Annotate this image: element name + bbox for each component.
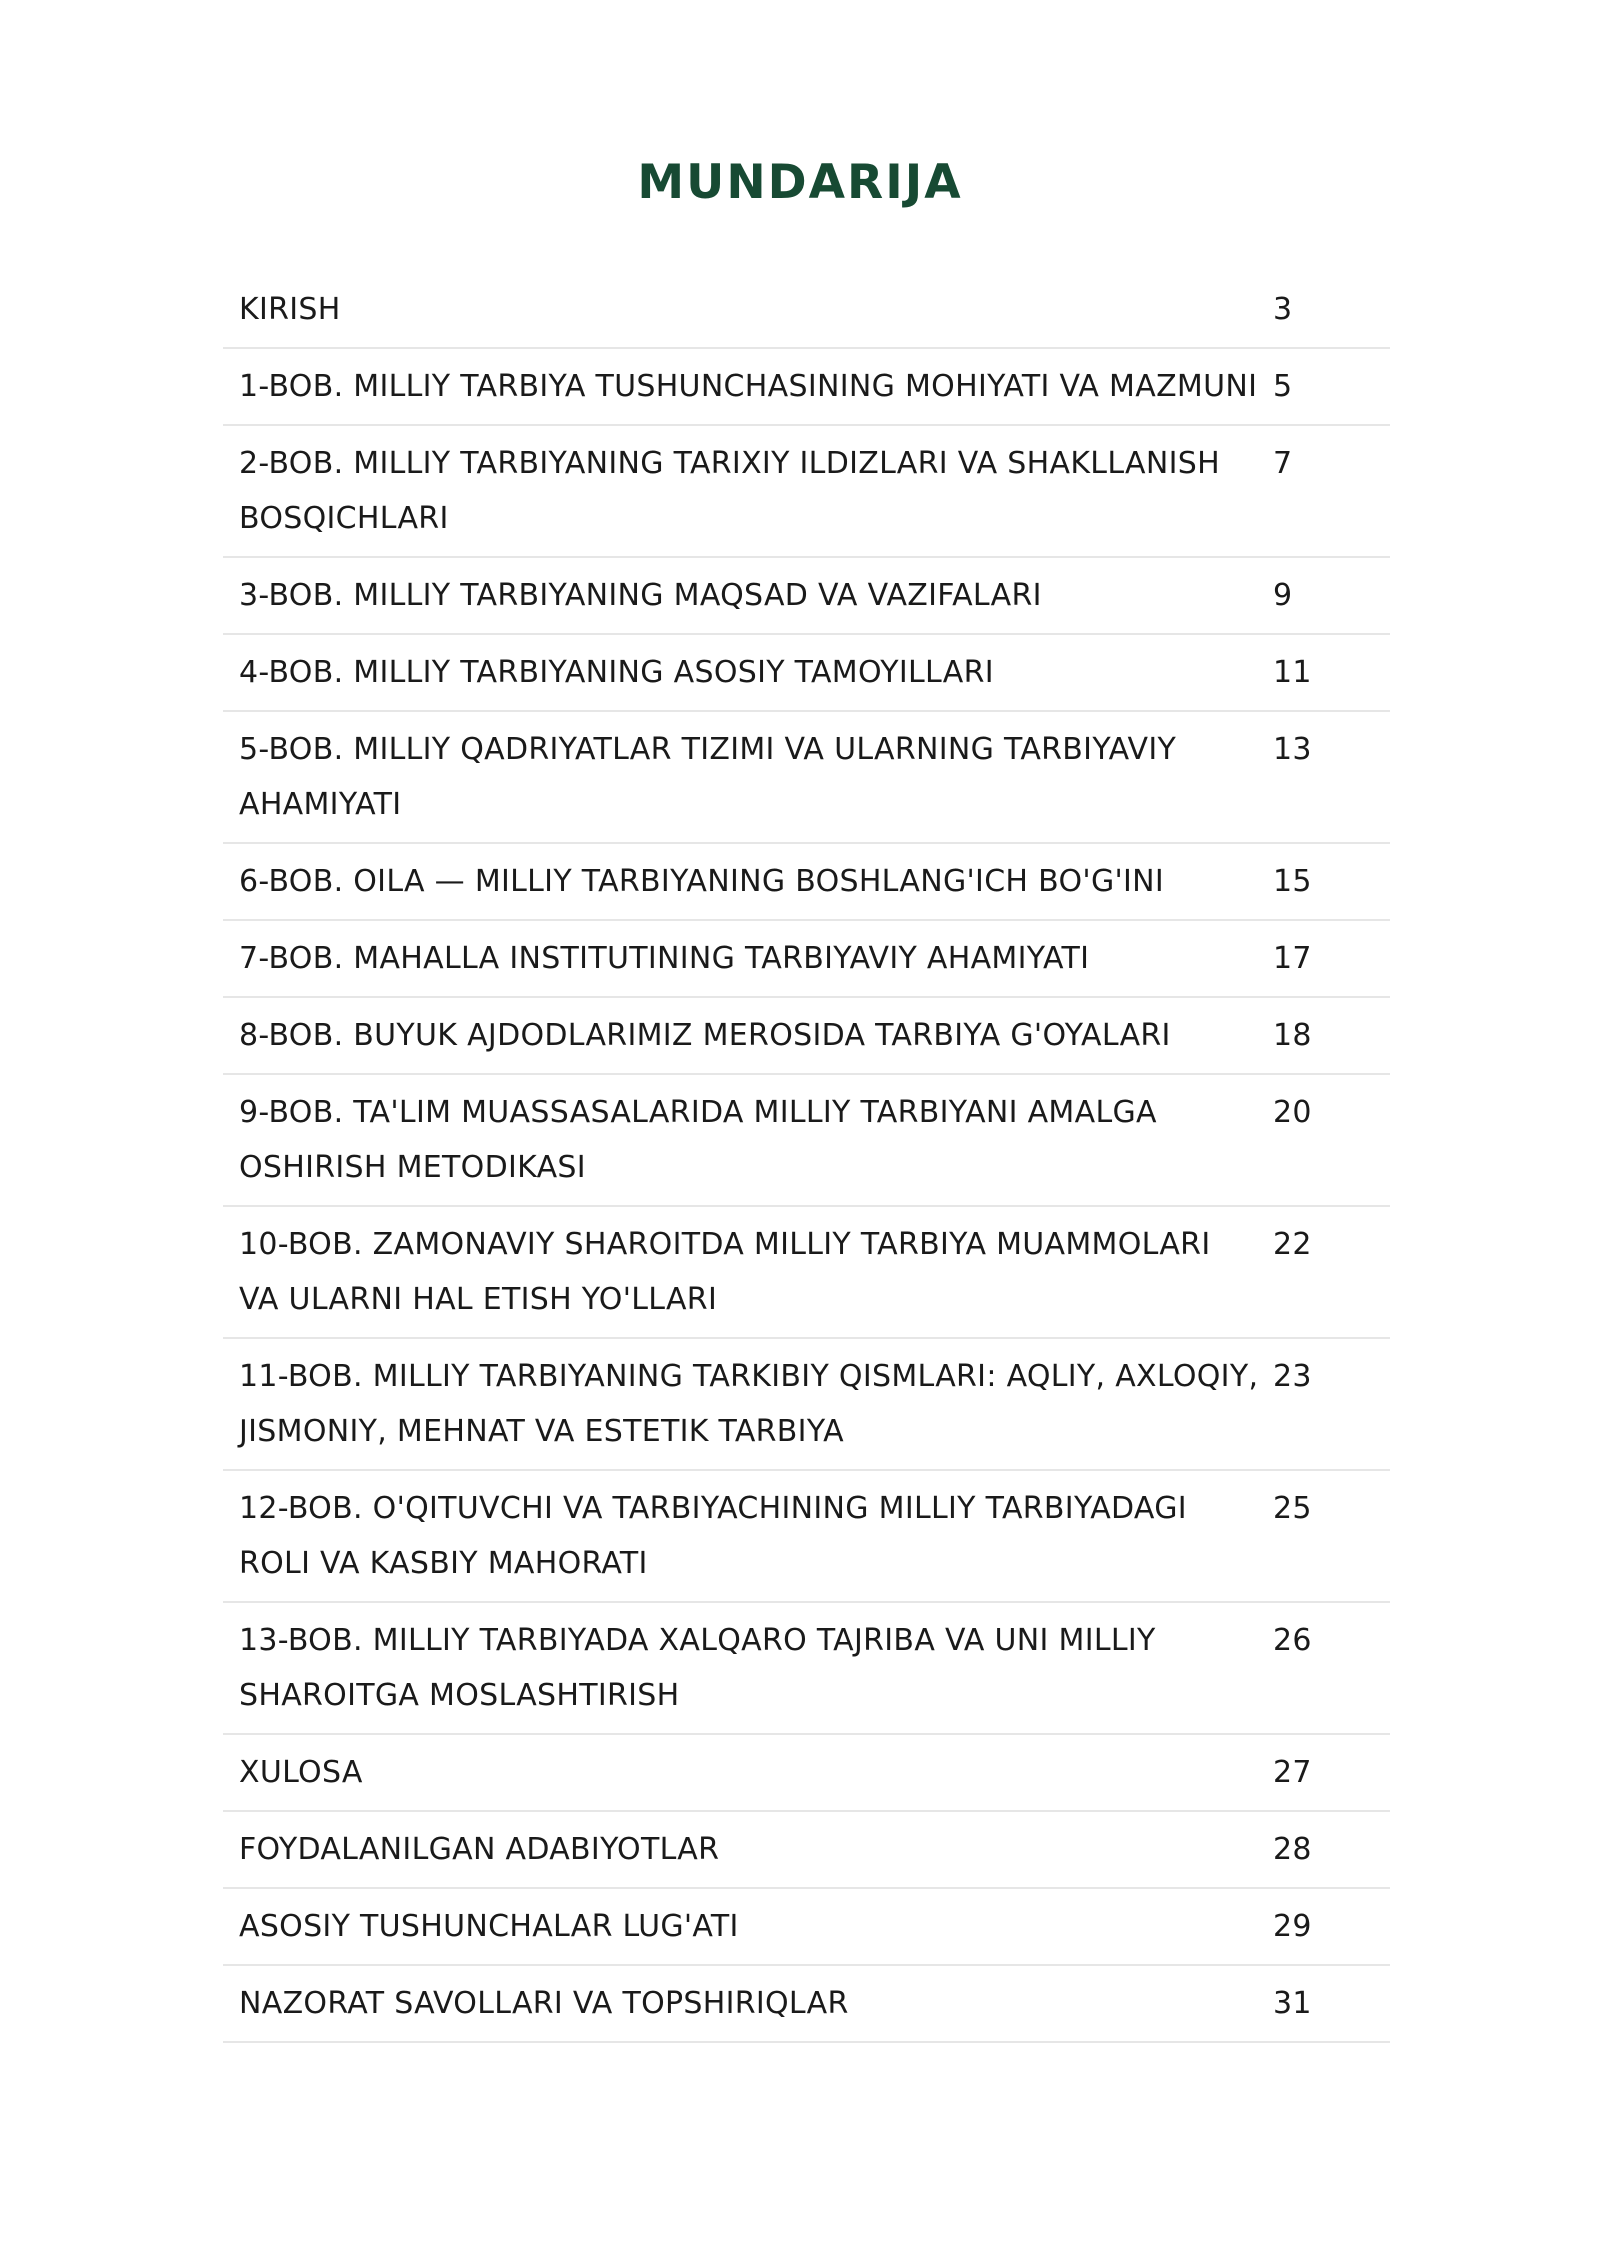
toc-page-number: 20 (1273, 1095, 1312, 1130)
toc-row[interactable] (223, 1471, 1390, 1603)
toc-page-number: 31 (1273, 1986, 1312, 2021)
toc-row[interactable] (223, 712, 1390, 844)
toc-entry-label: NAZORAT SAVOLLARI VA TOPSHIRIQLAR (239, 1986, 849, 2021)
toc-row[interactable] (223, 558, 1390, 635)
toc-page-number: 18 (1273, 1018, 1312, 1053)
toc-page-number: 23 (1273, 1359, 1312, 1394)
toc-page-number: 26 (1273, 1623, 1312, 1658)
toc-row[interactable] (223, 426, 1390, 558)
table-of-contents (223, 272, 1390, 2043)
toc-entry-label: 5-BOB. MILLIY QADRIYATLAR TIZIMI VA ULARNING TARBIYAVIY AHAMIYATI (239, 732, 1177, 822)
toc-page-number: 3 (1273, 292, 1293, 327)
toc-entry-label: 13-BOB. MILLIY TARBIYADA XALQARO TAJRIBA VA UNI MILLIY SHAROITGA MOSLASHTIRISH (239, 1623, 1156, 1713)
toc-entry-label: 10-BOB. ZAMONAVIY SHAROITDA MILLIY TARBIYA MUAMMOLARI VA ULARNI HAL ETISH YO'LLARI (239, 1227, 1211, 1317)
toc-entry-label: 4-BOB. MILLIY TARBIYANING ASOSIY TAMOYILLARI (239, 655, 994, 690)
toc-row[interactable] (223, 998, 1390, 1075)
toc-entry-label: 1-BOB. MILLIY TARBIYA TUSHUNCHASINING MOHIYATI VA MAZMUNI (239, 369, 1258, 404)
toc-page-number: 29 (1273, 1909, 1312, 1944)
toc-entry-label: 6-BOB. OILA — MILLIY TARBIYANING BOSHLANG'ICH BO'G'INI (239, 864, 1165, 899)
toc-entry-label: ASOSIY TUSHUNCHALAR LUG'ATI (239, 1909, 739, 1944)
toc-row[interactable] (223, 1603, 1390, 1735)
toc-row[interactable] (223, 1207, 1390, 1339)
toc-page-number: 9 (1273, 578, 1293, 613)
toc-page-number: 11 (1273, 655, 1312, 690)
toc-entry-label: 8-BOB. BUYUK AJDODLARIMIZ MEROSIDA TARBIYA G'OYALARI (239, 1018, 1171, 1053)
toc-page-number: 25 (1273, 1491, 1312, 1526)
toc-entry-label: 11-BOB. MILLIY TARBIYANING TARKIBIY QISMLARI: AQLIY, AXLOQIY, JISMONIY, MEHNAT VA ESTETIK TARBIYA (239, 1359, 1259, 1449)
toc-entry-label: 3-BOB. MILLIY TARBIYANING MAQSAD VA VAZIFALARI (239, 578, 1042, 613)
toc-row[interactable] (223, 349, 1390, 426)
toc-row[interactable] (223, 921, 1390, 998)
toc-page-number: 7 (1273, 446, 1293, 481)
toc-page-number: 5 (1273, 369, 1293, 404)
toc-row[interactable] (223, 844, 1390, 921)
toc-page-number: 27 (1273, 1755, 1312, 1790)
toc-entry-label: 2-BOB. MILLIY TARBIYANING TARIXIY ILDIZLARI VA SHAKLLANISH BOSQICHLARI (239, 446, 1220, 536)
toc-row[interactable] (223, 635, 1390, 712)
toc-entry-label: KIRISH (239, 292, 341, 327)
toc-row[interactable] (223, 1075, 1390, 1207)
toc-page-number: 28 (1273, 1832, 1312, 1867)
toc-entry-label: FOYDALANILGAN ADABIYOTLAR (239, 1832, 720, 1867)
page-title: MUNDARIJA (637, 155, 963, 210)
toc-row[interactable] (223, 1339, 1390, 1471)
toc-row[interactable] (223, 1735, 1390, 1812)
toc-page-number: 13 (1273, 732, 1312, 767)
toc-row[interactable] (223, 1812, 1390, 1889)
toc-page-number: 15 (1273, 864, 1312, 899)
toc-row[interactable] (223, 272, 1390, 349)
toc-entry-label: 7-BOB. MAHALLA INSTITUTINING TARBIYAVIY AHAMIYATI (239, 941, 1090, 976)
toc-row[interactable] (223, 1889, 1390, 1966)
toc-page-number: 17 (1273, 941, 1312, 976)
toc-page-number: 22 (1273, 1227, 1312, 1262)
toc-entry-label: 9-BOB. TA'LIM MUASSASALARIDA MILLIY TARBIYANI AMALGA OSHIRISH METODIKASI (239, 1095, 1157, 1185)
toc-entry-label: 12-BOB. O'QITUVCHI VA TARBIYACHINING MILLIY TARBIYADAGI ROLI VA KASBIY MAHORATI (239, 1491, 1187, 1581)
toc-row[interactable] (223, 1966, 1390, 2043)
toc-entry-label: XULOSA (239, 1755, 363, 1790)
